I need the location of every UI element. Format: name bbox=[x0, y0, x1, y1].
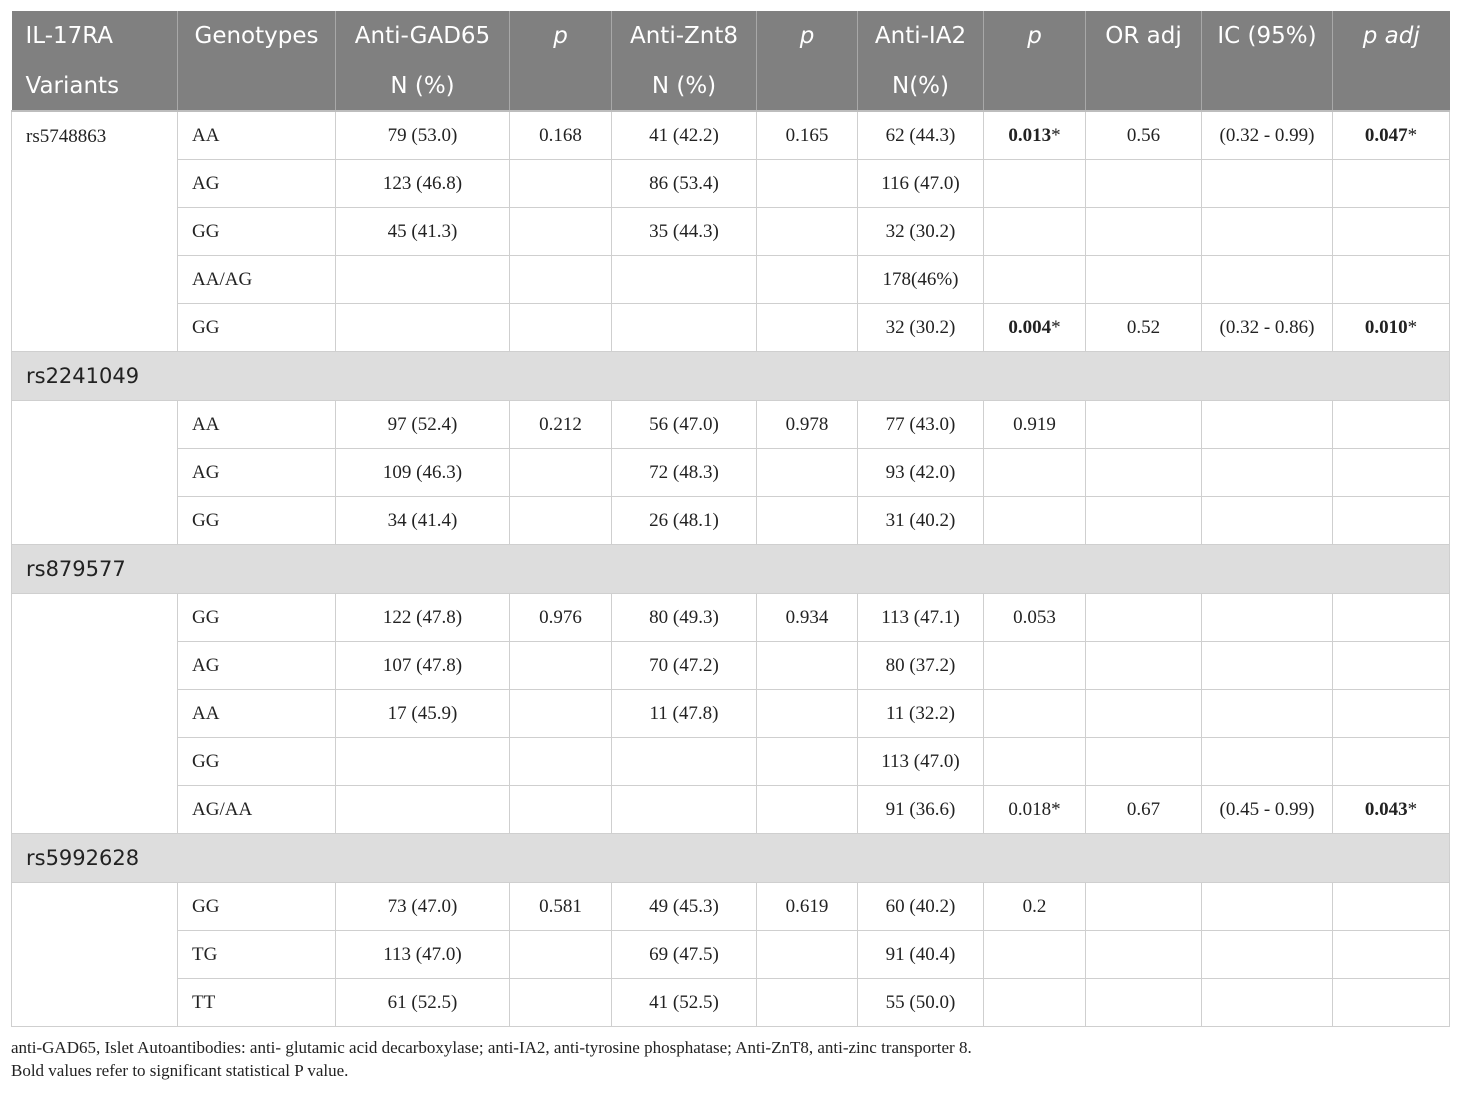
anti-gad65-cell: 61 (52.5) bbox=[336, 979, 510, 1027]
anti-znt8-cell: 86 (53.4) bbox=[612, 160, 757, 208]
or-adj-cell bbox=[1086, 449, 1202, 497]
table-row bbox=[12, 883, 1450, 931]
p-adj-cell bbox=[1333, 208, 1450, 256]
genotype-cell: GG bbox=[178, 738, 336, 786]
ic-95-cell bbox=[1202, 449, 1333, 497]
table-row bbox=[12, 786, 1450, 834]
variant-cell bbox=[12, 401, 178, 545]
p-gad-cell bbox=[510, 208, 612, 256]
header-empty bbox=[1086, 61, 1202, 111]
p-ia2-cell bbox=[984, 256, 1086, 304]
significance-star: * bbox=[1051, 124, 1061, 146]
header-empty bbox=[178, 61, 336, 111]
p-ia2-cell bbox=[984, 883, 1086, 931]
anti-ia2-cell: 31 (40.2) bbox=[858, 497, 984, 545]
table-row bbox=[12, 642, 1450, 690]
ic-95-cell bbox=[1202, 883, 1333, 931]
p-ia2-cell bbox=[984, 208, 1086, 256]
p-znt-cell: 0.978 bbox=[757, 401, 858, 449]
anti-znt8-cell bbox=[612, 304, 757, 352]
genotype-autoantibody-table bbox=[11, 11, 1450, 1027]
p-gad-cell bbox=[510, 497, 612, 545]
anti-gad65-cell bbox=[336, 304, 510, 352]
anti-gad65-cell: 113 (47.0) bbox=[336, 931, 510, 979]
table-row bbox=[12, 401, 1450, 449]
p-ia2-cell bbox=[984, 738, 1086, 786]
p-adj-value: 0.047 bbox=[1364, 124, 1408, 146]
anti-ia2-cell: 178(46%) bbox=[858, 256, 984, 304]
anti-ia2-cell: 91 (36.6) bbox=[858, 786, 984, 834]
genotype-cell: TT bbox=[178, 979, 336, 1027]
significance-star: * bbox=[1407, 316, 1418, 338]
genotype-cell: GG bbox=[178, 208, 336, 256]
header-row-2 bbox=[12, 61, 1450, 111]
or-adj-cell: 0.56 bbox=[1086, 111, 1202, 160]
anti-ia2-cell: 55 (50.0) bbox=[858, 979, 984, 1027]
p-znt-cell bbox=[757, 979, 858, 1027]
anti-znt8-cell bbox=[612, 738, 757, 786]
header-empty bbox=[984, 61, 1086, 111]
anti-ia2-cell: 11 (32.2) bbox=[858, 690, 984, 738]
p-znt-cell bbox=[757, 256, 858, 304]
table-container bbox=[11, 11, 1449, 1027]
table-row bbox=[12, 111, 1450, 160]
ic-95-cell bbox=[1202, 642, 1333, 690]
p-adj-cell bbox=[1333, 497, 1450, 545]
p-znt-cell: 0.165 bbox=[757, 111, 858, 160]
table-row bbox=[12, 931, 1450, 979]
p-ia2-cell bbox=[984, 111, 1086, 160]
genotype-cell: AA bbox=[178, 690, 336, 738]
p-adj-cell bbox=[1333, 304, 1450, 352]
anti-gad65-cell: 34 (41.4) bbox=[336, 497, 510, 545]
anti-znt8-cell: 80 (49.3) bbox=[612, 594, 757, 642]
anti-znt8-cell: 56 (47.0) bbox=[612, 401, 757, 449]
table-row bbox=[12, 304, 1450, 352]
header-empty bbox=[510, 61, 612, 111]
variant-cell bbox=[12, 883, 178, 1027]
p-adj-cell bbox=[1333, 642, 1450, 690]
p-znt-cell bbox=[757, 449, 858, 497]
p-ia2-value: 0.919 bbox=[1013, 413, 1056, 435]
ic-95-cell: (0.32 - 0.86) bbox=[1202, 304, 1333, 352]
or-adj-cell bbox=[1086, 401, 1202, 449]
anti-gad65-cell: 122 (47.8) bbox=[336, 594, 510, 642]
anti-ia2-cell: 113 (47.1) bbox=[858, 594, 984, 642]
p-gad-cell bbox=[510, 160, 612, 208]
footnote-bold: Bold values refer to significant statistical P value. bbox=[11, 1061, 349, 1080]
p-ia2-cell bbox=[984, 304, 1086, 352]
table-row bbox=[12, 160, 1450, 208]
p-gad-cell bbox=[510, 738, 612, 786]
table-body bbox=[12, 111, 1450, 1027]
p-znt-cell bbox=[757, 160, 858, 208]
anti-gad65-cell: 79 (53.0) bbox=[336, 111, 510, 160]
anti-znt8-cell: 11 (47.8) bbox=[612, 690, 757, 738]
genotype-cell: AA bbox=[178, 111, 336, 160]
significance-star: * bbox=[1051, 316, 1061, 338]
p-adj-cell bbox=[1333, 786, 1450, 834]
or-adj-cell bbox=[1086, 208, 1202, 256]
p-gad-cell bbox=[510, 979, 612, 1027]
p-gad-cell bbox=[510, 786, 612, 834]
or-adj-cell bbox=[1086, 160, 1202, 208]
p-znt-cell bbox=[757, 931, 858, 979]
p-ia2-cell bbox=[984, 690, 1086, 738]
variant-group-row bbox=[12, 834, 1450, 883]
variant-group-row bbox=[12, 545, 1450, 594]
p-znt-cell bbox=[757, 497, 858, 545]
variant-group-row bbox=[12, 352, 1450, 401]
genotype-cell: AG bbox=[178, 160, 336, 208]
table-row bbox=[12, 738, 1450, 786]
anti-gad65-cell: 97 (52.4) bbox=[336, 401, 510, 449]
or-adj-cell bbox=[1086, 594, 1202, 642]
header-n-pct-znt: N (%) bbox=[612, 61, 757, 111]
header-genotypes: Genotypes bbox=[178, 11, 336, 61]
p-gad-cell bbox=[510, 642, 612, 690]
p-znt-cell bbox=[757, 642, 858, 690]
or-adj-cell: 0.52 bbox=[1086, 304, 1202, 352]
or-adj-cell bbox=[1086, 642, 1202, 690]
significance-star: * bbox=[1051, 798, 1061, 820]
variant-label: rs879577 bbox=[12, 545, 1450, 594]
header-empty bbox=[757, 61, 858, 111]
header-variant: IL-17RA bbox=[12, 11, 178, 61]
p-gad-cell: 0.581 bbox=[510, 883, 612, 931]
anti-gad65-cell: 73 (47.0) bbox=[336, 883, 510, 931]
ic-95-cell: (0.32 - 0.99) bbox=[1202, 111, 1333, 160]
variant-label: rs5748863 bbox=[12, 111, 178, 352]
header-anti-ia2: Anti-IA2 bbox=[858, 11, 984, 61]
header-p-adj: p adj bbox=[1333, 11, 1450, 61]
anti-gad65-cell bbox=[336, 256, 510, 304]
anti-gad65-cell: 45 (41.3) bbox=[336, 208, 510, 256]
genotype-cell: TG bbox=[178, 931, 336, 979]
p-ia2-cell bbox=[984, 642, 1086, 690]
table-row bbox=[12, 497, 1450, 545]
p-znt-cell bbox=[757, 304, 858, 352]
anti-znt8-cell: 41 (42.2) bbox=[612, 111, 757, 160]
header-n-pct-gad: N (%) bbox=[336, 61, 510, 111]
header-anti-znt8: Anti-Znt8 bbox=[612, 11, 757, 61]
ic-95-cell bbox=[1202, 738, 1333, 786]
anti-gad65-cell: 109 (46.3) bbox=[336, 449, 510, 497]
genotype-cell: GG bbox=[178, 304, 336, 352]
or-adj-cell bbox=[1086, 931, 1202, 979]
p-adj-cell bbox=[1333, 594, 1450, 642]
p-ia2-cell bbox=[984, 979, 1086, 1027]
ic-95-cell bbox=[1202, 690, 1333, 738]
footnotes bbox=[11, 1036, 972, 1082]
p-gad-cell: 0.976 bbox=[510, 594, 612, 642]
anti-ia2-cell: 91 (40.4) bbox=[858, 931, 984, 979]
anti-znt8-cell: 49 (45.3) bbox=[612, 883, 757, 931]
anti-ia2-cell: 80 (37.2) bbox=[858, 642, 984, 690]
p-adj-cell bbox=[1333, 160, 1450, 208]
p-ia2-cell bbox=[984, 160, 1086, 208]
p-ia2-value: 0.013 bbox=[1008, 124, 1052, 146]
or-adj-cell bbox=[1086, 497, 1202, 545]
genotype-cell: AA/AG bbox=[178, 256, 336, 304]
header-empty bbox=[1202, 61, 1333, 111]
variant-label: rs2241049 bbox=[12, 352, 1450, 401]
p-adj-cell bbox=[1333, 690, 1450, 738]
table-row bbox=[12, 594, 1450, 642]
anti-gad65-cell: 123 (46.8) bbox=[336, 160, 510, 208]
p-adj-cell bbox=[1333, 111, 1450, 160]
anti-ia2-cell: 60 (40.2) bbox=[858, 883, 984, 931]
p-ia2-value: 0.2 bbox=[1022, 895, 1047, 917]
significance-star: * bbox=[1407, 798, 1418, 820]
or-adj-cell bbox=[1086, 979, 1202, 1027]
header-variants: Variants bbox=[12, 61, 178, 111]
anti-ia2-cell: 113 (47.0) bbox=[858, 738, 984, 786]
anti-znt8-cell: 41 (52.5) bbox=[612, 979, 757, 1027]
header-p-ia2: p bbox=[984, 11, 1086, 61]
p-gad-cell bbox=[510, 304, 612, 352]
p-adj-cell bbox=[1333, 738, 1450, 786]
variant-cell bbox=[12, 594, 178, 834]
table-row bbox=[12, 449, 1450, 497]
anti-gad65-cell bbox=[336, 786, 510, 834]
anti-znt8-cell: 70 (47.2) bbox=[612, 642, 757, 690]
anti-gad65-cell: 107 (47.8) bbox=[336, 642, 510, 690]
p-ia2-cell bbox=[984, 497, 1086, 545]
table-row bbox=[12, 256, 1450, 304]
variant-label: rs5992628 bbox=[12, 834, 1450, 883]
p-ia2-cell bbox=[984, 594, 1086, 642]
p-znt-cell: 0.619 bbox=[757, 883, 858, 931]
anti-ia2-cell: 77 (43.0) bbox=[858, 401, 984, 449]
anti-znt8-cell bbox=[612, 786, 757, 834]
p-adj-value: 0.043 bbox=[1364, 798, 1408, 820]
p-ia2-value: 0.018 bbox=[1008, 798, 1052, 820]
header-p-znt: p bbox=[757, 11, 858, 61]
genotype-cell: GG bbox=[178, 594, 336, 642]
genotype-cell: AA bbox=[178, 401, 336, 449]
header-empty bbox=[1333, 61, 1450, 111]
header-or-adj: OR adj bbox=[1086, 11, 1202, 61]
p-ia2-cell bbox=[984, 786, 1086, 834]
genotype-cell: AG bbox=[178, 642, 336, 690]
p-adj-cell bbox=[1333, 979, 1450, 1027]
genotype-cell: AG bbox=[178, 449, 336, 497]
anti-ia2-cell: 62 (44.3) bbox=[858, 111, 984, 160]
p-ia2-cell bbox=[984, 931, 1086, 979]
anti-znt8-cell: 35 (44.3) bbox=[612, 208, 757, 256]
p-adj-cell bbox=[1333, 883, 1450, 931]
table-row bbox=[12, 208, 1450, 256]
header-row-1 bbox=[12, 11, 1450, 61]
table-row bbox=[12, 690, 1450, 738]
p-ia2-cell bbox=[984, 449, 1086, 497]
p-adj-cell bbox=[1333, 256, 1450, 304]
header-anti-gad65: Anti-GAD65 bbox=[336, 11, 510, 61]
ic-95-cell bbox=[1202, 979, 1333, 1027]
p-znt-cell bbox=[757, 738, 858, 786]
ic-95-cell: (0.45 - 0.99) bbox=[1202, 786, 1333, 834]
p-gad-cell bbox=[510, 449, 612, 497]
ic-95-cell bbox=[1202, 208, 1333, 256]
genotype-cell: GG bbox=[178, 883, 336, 931]
p-adj-cell bbox=[1333, 401, 1450, 449]
table-header bbox=[12, 11, 1450, 111]
or-adj-cell bbox=[1086, 738, 1202, 786]
header-ic-95: IC (95%) bbox=[1202, 11, 1333, 61]
or-adj-cell: 0.67 bbox=[1086, 786, 1202, 834]
p-gad-cell bbox=[510, 690, 612, 738]
or-adj-cell bbox=[1086, 883, 1202, 931]
ic-95-cell bbox=[1202, 256, 1333, 304]
or-adj-cell bbox=[1086, 256, 1202, 304]
p-ia2-cell bbox=[984, 401, 1086, 449]
p-znt-cell bbox=[757, 786, 858, 834]
anti-znt8-cell: 72 (48.3) bbox=[612, 449, 757, 497]
anti-ia2-cell: 93 (42.0) bbox=[858, 449, 984, 497]
significance-star: * bbox=[1407, 124, 1418, 146]
p-gad-cell bbox=[510, 931, 612, 979]
anti-znt8-cell: 26 (48.1) bbox=[612, 497, 757, 545]
footnote-abbreviations: anti-GAD65, Islet Autoantibodies: anti- glutamic acid decarboxylase; anti-IA2, anti-tyrosine phosphatase; Anti-ZnT8, anti-zinc transporter 8. bbox=[11, 1038, 972, 1057]
p-adj-cell bbox=[1333, 449, 1450, 497]
anti-ia2-cell: 32 (30.2) bbox=[858, 304, 984, 352]
genotype-cell: GG bbox=[178, 497, 336, 545]
ic-95-cell bbox=[1202, 497, 1333, 545]
p-ia2-value: 0.004 bbox=[1008, 316, 1052, 338]
p-adj-value: 0.010 bbox=[1364, 316, 1408, 338]
p-ia2-value: 0.053 bbox=[1013, 606, 1056, 628]
anti-znt8-cell bbox=[612, 256, 757, 304]
header-p-gad: p bbox=[510, 11, 612, 61]
ic-95-cell bbox=[1202, 594, 1333, 642]
anti-ia2-cell: 116 (47.0) bbox=[858, 160, 984, 208]
p-znt-cell bbox=[757, 208, 858, 256]
p-gad-cell: 0.168 bbox=[510, 111, 612, 160]
ic-95-cell bbox=[1202, 401, 1333, 449]
anti-gad65-cell bbox=[336, 738, 510, 786]
anti-ia2-cell: 32 (30.2) bbox=[858, 208, 984, 256]
ic-95-cell bbox=[1202, 931, 1333, 979]
or-adj-cell bbox=[1086, 690, 1202, 738]
p-gad-cell: 0.212 bbox=[510, 401, 612, 449]
anti-gad65-cell: 17 (45.9) bbox=[336, 690, 510, 738]
anti-znt8-cell: 69 (47.5) bbox=[612, 931, 757, 979]
ic-95-cell bbox=[1202, 160, 1333, 208]
p-gad-cell bbox=[510, 256, 612, 304]
p-znt-cell bbox=[757, 690, 858, 738]
genotype-cell: AG/AA bbox=[178, 786, 336, 834]
header-n-pct-ia2: N(%) bbox=[858, 61, 984, 111]
p-znt-cell: 0.934 bbox=[757, 594, 858, 642]
p-adj-cell bbox=[1333, 931, 1450, 979]
table-row bbox=[12, 979, 1450, 1027]
